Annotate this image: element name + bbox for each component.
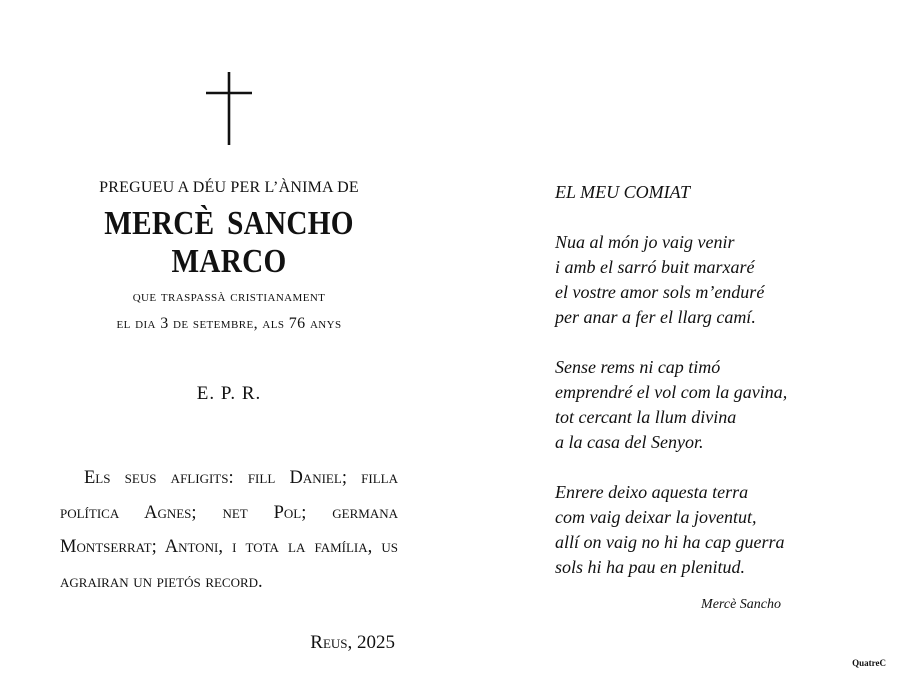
printer-mark: QuatreC: [852, 658, 886, 668]
poem-verse: allí on vaig no hi ha cap guerra: [555, 532, 785, 552]
poem-verse: emprendré el vol com la gavina,: [555, 382, 788, 402]
poem-title: EL MEU COMIAT: [555, 182, 690, 202]
poem-signature: Mercè Sancho: [701, 597, 781, 612]
poem-verse: per anar a fer el llarg camí.: [555, 307, 756, 327]
poem-stanza: [555, 355, 855, 455]
poem: [555, 180, 855, 580]
passing-line-1: que traspassà cristianament: [132, 288, 326, 305]
mourners-paragraph: Els seus afligits: fill Daniel; filla política Agnes; net Pol; germana Montserrat; Antoni, i tota la família, us agrairan un pietós record.: [60, 468, 398, 593]
poem-verse: Sense rems ni cap timó: [555, 357, 721, 377]
poem-verse: a la casa del Senyor.: [555, 432, 704, 452]
deceased-name: MERCÈ SANCHO MARCO: [104, 205, 354, 280]
poem-verse: tot cercant la llum divina: [555, 407, 737, 427]
pray-line: PREGUEU A DÉU PER L’ÀNIMA DE: [99, 179, 359, 196]
poem-verse: sols hi ha pau en plenitud.: [555, 557, 745, 577]
poem-verse: com vaig deixar la joventut,: [555, 507, 757, 527]
passing-line-2: el dia 3 de setembre, als 76 anys: [116, 315, 342, 332]
poem-stanza: [555, 230, 855, 330]
poem-verse: i amb el sarró buit marxaré: [555, 257, 755, 277]
cross-icon: [206, 72, 252, 145]
place-year: Reus, 2025: [310, 632, 395, 653]
epr-abbreviation: E. P. R.: [196, 383, 262, 404]
poem-verse: el vostre amor sols m’enduré: [555, 282, 765, 302]
poem-verse: Nua al món jo vaig venir: [555, 232, 735, 252]
poem-stanza: [555, 480, 855, 580]
poem-verse: Enrere deixo aquesta terra: [555, 482, 749, 502]
